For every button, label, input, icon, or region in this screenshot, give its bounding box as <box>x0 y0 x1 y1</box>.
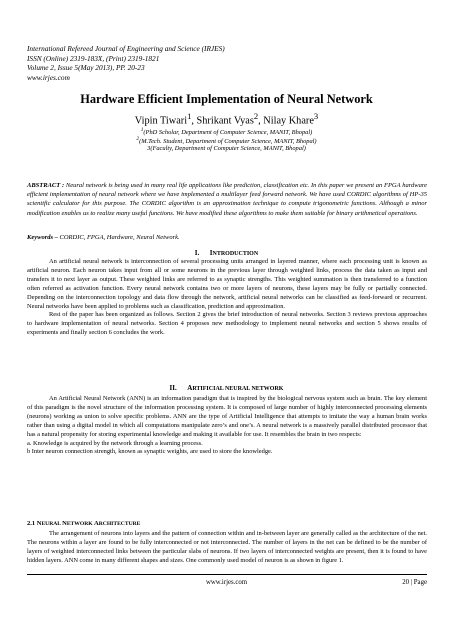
author-1-mark: 1 <box>187 111 192 121</box>
author-3: , Nilay Khare <box>258 115 314 127</box>
journal-volume: Volume 2, Issue 5(May 2013), PP. 20-23 <box>27 63 145 73</box>
paragraph: Rest of the paper has been organized as follows. Section 2 gives the brief introduction of neural networks. Section 3 reviews previous approaches to hardware implementation of neural networks. Section 4 proposes new methodology to implement neural networks and section 5 shows results of experiments and finally section 6 concludes the work. <box>27 311 427 337</box>
footer-url: www.irjes.com <box>205 579 248 586</box>
abstract-label: ABSTRACT : <box>27 182 65 189</box>
journal-header <box>27 44 225 82</box>
affiliation-1-mark: 1 <box>140 127 144 133</box>
paper-title: Hardware Efficient Implementation of Neural Network <box>80 92 373 106</box>
author-2: , Shrikant Vyas <box>191 115 254 127</box>
section-heading-ann: II. ARTIFICIAL NEURAL NETWORK <box>169 384 284 392</box>
affiliation-1: $^1$(PhD Scholar, Department of Computer Science, MANIT, Bhopal) <box>140 127 313 137</box>
author-list <box>0 111 453 126</box>
journal-website: www.irjes.com <box>27 72 70 82</box>
author-3-mark: 3 <box>313 111 319 121</box>
paragraph: An Artificial Neural Network (ANN) is an information paradigm that is inspired by the biological nervous system such as brain. The key element of this paradigm is the novel structure of the information processing system. It is composed of large number of highly interconnected processing elements (neurons) working as union to solve specific problems. ANN are the type of Artificial Intelligence that attempts to imitate the way a human brain works rather than using a digital model in which all computations manipulate zero’s and one’s. A neural network is a massively parallel distributed processor that has a natural propensity for storing experimental knowledge and making it available for use. It resembles the brain in two respects: <box>27 395 427 438</box>
paragraph: The arrangement of neurons into layers and the pattern of connection within and in-between layer are generally called as the architecture of the net. The neurons within a layer are found to be fully interconnected or not interconnected. The number of layers in the net can be defined to be the number of layers of weighted interconnected links between the particular slabs of neurons. If two layers of interconnected weights are present, then it is found to have hidden layers. ANN come in many different shapes and sizes. One commonly used model of neuron is as shown in figure 1. <box>27 530 427 564</box>
section-ann-body <box>27 395 427 457</box>
author-1: Vipin Tiwari <box>134 115 188 127</box>
keywords-label: Keywords – <box>27 234 58 241</box>
journal-issn: ISSN (Online) 2319-183X, (Print) 2319-1821 <box>27 53 160 63</box>
subsection-heading-architecture: 2.1 NEURAL NETWORK ARCHITECTURE <box>27 520 141 527</box>
footer-page-number: 20 | Page <box>402 579 427 586</box>
footer-divider <box>27 574 427 575</box>
abstract-text: Neural network is being used in many real life applications like prediction, classification etc. In this paper we present an FPGA hardware efficient implementation of neural network where we have implemented a multilayer feed forward network. We have used CORDIC algorithms of HP-35 scientific calculator for this purpose. The CORDIC algorithm is an approximation technique to compute trigonometric functions. Although a minor modification enables us to realize many useful functions. We have modified these algorithms to make them suitable for binary arithmetical operations. <box>27 182 427 217</box>
paragraph: An artificial neural network is interconnection of several processing units arranged in layered manner, where each processing unit is known as artificial neuron. Each neuron takes input from all or some neurons in the previous layer through weighted links, process the data taken as input and transfers it to next layer as output. These weighted links are referred to as synaptic strengths. This weighted summation is then transferred to a function often referred as activation function. Every neural network contains two or more layers of neurons, these layers may be fully or partially connected. Depending on the interconnection topology and data flow through the network, artificial neural networks can be classified as feed-forward or recurrent. Neural networks have been applied to problems such as classification, prediction and approximation. <box>27 258 427 310</box>
keywords-text: CORDIC, FPGA, Hardware, Neural Network. <box>57 234 180 241</box>
subsection-architecture-body <box>27 530 427 566</box>
author-2-mark: 2 <box>253 111 259 121</box>
affiliation-3: 3(Faculty, Department of Computer Science, MANIT, Bhopal) <box>147 145 306 152</box>
section-heading-introduction: I. INTRODUCTION <box>194 249 259 257</box>
paragraph: a. Knowledge is acquired by the network through a learning process. <box>27 439 203 447</box>
paragraph: b Inter neuron connection strength, known as synaptic weights, are used to store the knowledge. <box>27 448 273 456</box>
keywords <box>27 234 427 241</box>
journal-name: International Refereed Journal of Engineering and Science (IRJES) <box>27 44 225 53</box>
abstract <box>27 181 427 218</box>
affiliation-2: $^2$(M.Tech. Student, Department of Computer Science, MANIT, Bhopal) <box>136 136 317 146</box>
section-introduction-body <box>27 258 427 338</box>
affiliation-2-mark: 2 <box>136 136 140 142</box>
